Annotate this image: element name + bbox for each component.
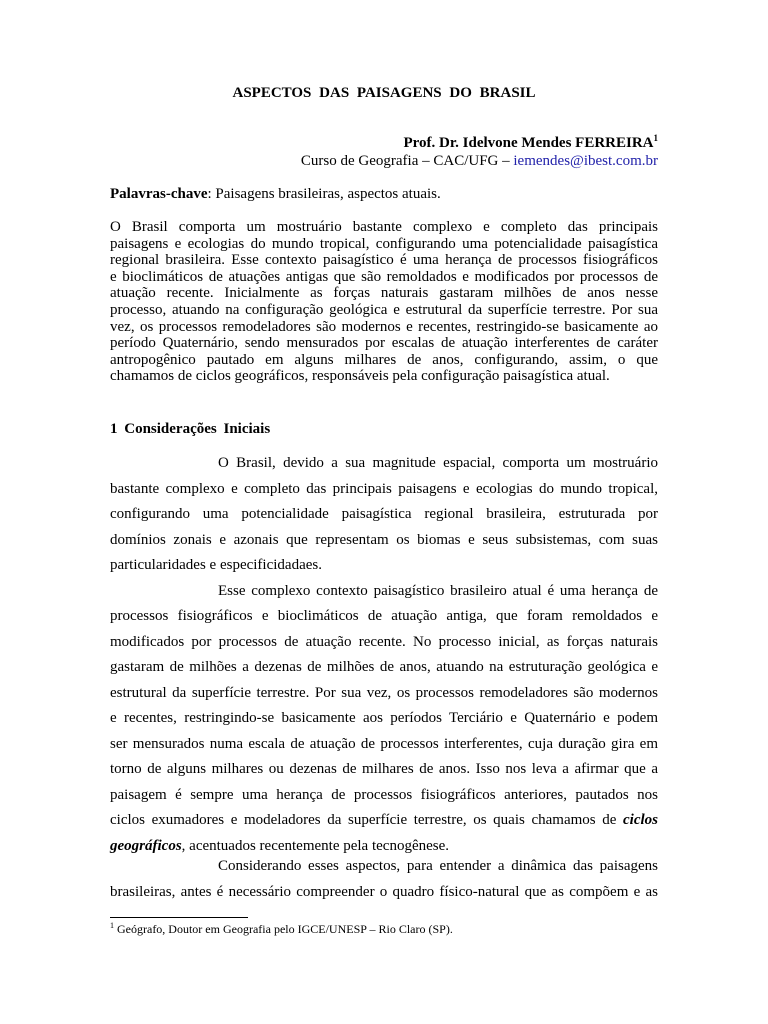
paragraph-line: domínios zonais e azonais que representam os biomas e seus subsistemas, com suas xyxy=(110,531,658,548)
paragraph-line: e recentes, restringindo-se basicamente aos períodos Terciário e Quaternário e podem xyxy=(110,710,658,726)
affiliation-text: Curso de Geografia – CAC/UFG – xyxy=(300,153,514,169)
abstract-line: processo, atuando na configuração geológica e estrutural da superfície terrestre. Por sua xyxy=(110,301,658,318)
author-name-text: Prof. Dr. Idelvone Mendes FERREIRA xyxy=(403,135,654,151)
body-paragraph-1 xyxy=(110,451,658,579)
paragraph-text: ciclos exumadores e modeladores da superfície terrestre, os quais chamamos de xyxy=(110,812,617,828)
abstract-line: vez, os processos remodeladores são modernos e recentes, restringido-se basicamente ao xyxy=(110,318,658,335)
body-paragraph-3 xyxy=(110,854,658,905)
paragraph-line: ser mensurados numa escala de atuação de processos interferentes, cuja duração gira em xyxy=(110,735,658,752)
paragraph-line: gastaram de milhões a dezenas de milhões de anos, atuando na estruturação geológica e xyxy=(110,659,658,675)
author-email: iemendes@ibest.com.br xyxy=(513,153,658,169)
abstract-line: paisagens e ecologias do mundo tropical, configurando uma potencialidade paisagística xyxy=(110,235,658,252)
paragraph-line: Esse complexo contexto paisagístico brasileiro atual é uma herança de xyxy=(218,582,658,599)
paragraph-text: , acentuados recentemente pela tecnogênese. xyxy=(181,837,450,854)
paragraph-line: processos fisiográficos e bioclimáticos de atuação antiga, que foram remoldados e xyxy=(110,608,658,624)
footnote-text: Geógrafo, Doutor em Geografia pelo IGCE/UNESP – Rio Claro (SP). xyxy=(114,922,453,936)
abstract-line: antropogênico pautado em alguns milhares de anos, configurando, assim, o que xyxy=(110,351,658,368)
paragraph-line: torno de alguns milhares ou dezenas de milhares de anos. Isso nos leva a afirmar que a xyxy=(110,761,658,777)
paragraph-line: paisagem é sempre uma herança de processos fisiográficos anteriores, pautados nos xyxy=(110,786,658,803)
keywords xyxy=(110,186,441,203)
keywords-text: : Paisagens brasileiras, aspectos atuais. xyxy=(207,186,441,202)
paragraph-line: O Brasil, devido a sua magnitude espacial, comporta um mostruário xyxy=(218,455,658,471)
emphasis-term: geográficos xyxy=(110,837,182,854)
paragraph-line: configurando uma potencialidade paisagística regional brasileira, estruturada por xyxy=(110,506,658,522)
footnote-mark: 1 xyxy=(110,921,114,930)
footnote-divider xyxy=(110,917,248,918)
abstract-line: chamamos de ciclos geográficos, responsáveis pela configuração paisagística atual. xyxy=(110,368,610,385)
paragraph-line: brasileiras, antes é necessário compreender o quadro físico-natural que as compõem e as xyxy=(110,883,658,900)
author-name xyxy=(404,133,659,152)
emphasis-term: ciclos xyxy=(623,812,658,828)
paragraph-line: bastante complexo e completo das principais paisagens e ecologias do mundo tropical, xyxy=(110,480,658,497)
paragraph-line: modificados por processos de atuação recente. No processo inicial, as forças naturais xyxy=(110,633,658,650)
section-heading: 1 Considerações Iniciais xyxy=(110,421,271,437)
abstract-line: atuação recente. Inicialmente as forças naturais gastaram milhões de anos nesse xyxy=(110,285,658,302)
paragraph-line: particularidades e especificidadaes. xyxy=(110,557,322,573)
abstract-line: O Brasil comporta um mostruário bastante complexo e completo das principais xyxy=(110,219,658,235)
body-paragraph-2 xyxy=(110,579,658,860)
keywords-label: Palavras-chave xyxy=(110,186,208,202)
author-footnote-mark: 1 xyxy=(653,133,658,143)
abstract-line: e bioclimáticos de atuações antigas que são remoldados e modificados por processos de xyxy=(110,268,658,285)
author-affiliation xyxy=(301,153,658,170)
footnote xyxy=(110,921,453,937)
paragraph-line xyxy=(110,808,658,834)
paragraph-line: Considerando esses aspectos, para entender a dinâmica das paisagens xyxy=(218,858,658,874)
paragraph-line: estrutural da superfície terrestre. Por sua vez, os processos remodeladores são modernos xyxy=(110,684,658,701)
page-title: ASPECTOS DAS PAISAGENS DO BRASIL xyxy=(232,85,536,101)
abstract-line: período Quaternário, sendo mensurados por escalas de atuação interferentes de caráter xyxy=(110,335,658,352)
abstract-line: regional brasileira. Esse contexto paisagístico é uma herança de processos fisiográficos xyxy=(110,252,658,269)
abstract xyxy=(110,219,658,385)
